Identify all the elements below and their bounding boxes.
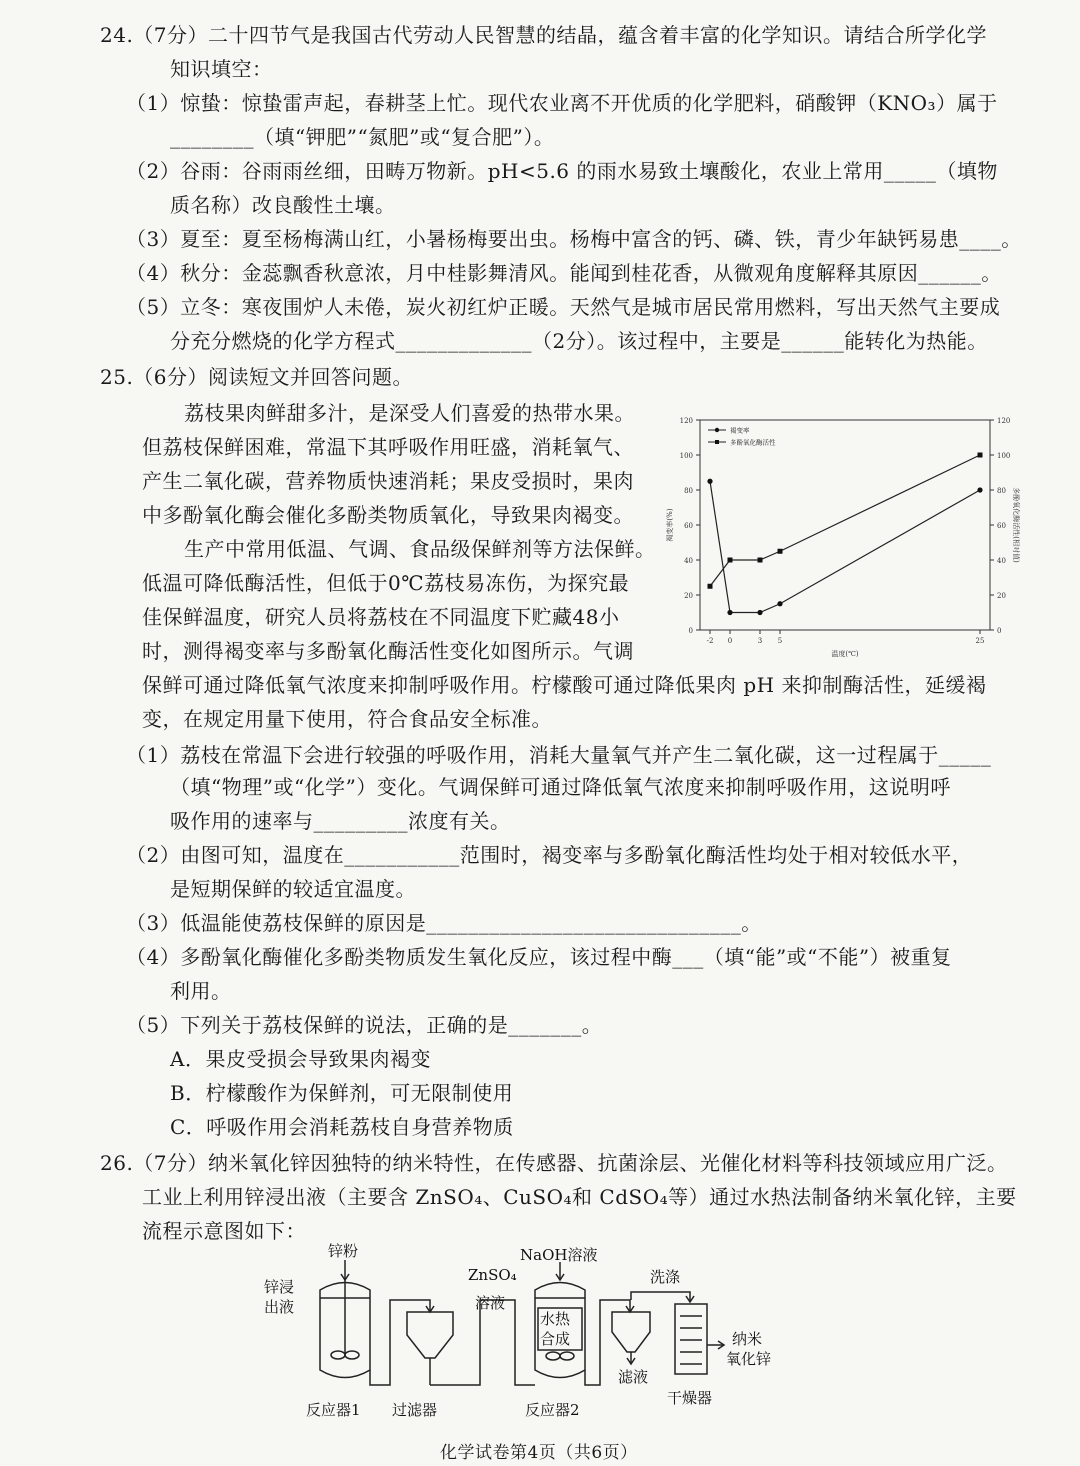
q24-item1-cont: ________（填“钾肥”“氮肥”或“复合肥”）。 — [170, 125, 555, 149]
q24-item3: （3）夏至：夏至杨梅满山红，小暑杨梅要出虫。杨梅中富含的钙、磷、铁，青少年缺钙易患____。 — [126, 227, 1022, 251]
legend-label-0: 褐变率 — [730, 426, 750, 435]
y-tick-label-4: 80 — [684, 487, 693, 495]
process-flow-diagram — [250, 1240, 810, 1430]
q24-item2: （2）谷雨：谷雨雨丝细，田畴万物新。pH<5.6 的雨水易致土壤酸化，农业上常用_____（填物 — [126, 159, 998, 183]
label-leach-2: 出液 — [264, 1298, 295, 1316]
series-0-point-1 — [727, 610, 732, 615]
q25-text-4: 中多酚氧化酶会催化多酚类物质氧化，导致果肉褐变。 — [142, 503, 634, 527]
x-tick-label-3: 5 — [777, 637, 783, 645]
q25-option-b: B．柠檬酸作为保鲜剂，可无限制使用 — [170, 1081, 514, 1105]
series-0-point-3 — [777, 601, 782, 606]
q25-option-a: A．果皮受损会导致果肉褐变 — [170, 1047, 431, 1071]
y-axis-label: 褐变率(%) — [666, 508, 674, 542]
y2-tick-label-5: 100 — [997, 452, 1011, 460]
browning-chart — [650, 405, 1020, 665]
q25-text-5: 生产中常用低温、气调、食品级保鲜剂等方法保鲜。 — [184, 537, 656, 561]
label-filter: 过滤器 — [392, 1401, 438, 1419]
q24-head: 24.（7分）二十四节气是我国古代劳动人民智慧的结晶，蕴含着丰富的化学知识。请结合所学化学 — [100, 23, 988, 47]
q25-text-7: 佳保鲜温度，研究人员将荔枝在不同温度下贮藏48小 — [142, 605, 620, 629]
label-filtrate: 滤液 — [618, 1368, 649, 1386]
q25-text-6: 低温可降低酶活性，但低于0℃荔枝易冻伤，为探究最 — [142, 571, 630, 595]
q24-head-cont: 知识填空： — [170, 57, 273, 81]
label-dryer: 干燥器 — [667, 1389, 713, 1407]
y2-tick-label-6: 120 — [997, 417, 1011, 425]
y2-tick-label-2: 40 — [997, 557, 1006, 565]
q26-head: 26.（7分）纳米氧化锌因独特的纳米特性，在传感器、抗菌涂层、光催化材料等科技领域应用广泛。 — [100, 1151, 1008, 1175]
q24-item5-cont: 分充分燃烧的化学方程式_____________（2分）。该过程中，主要是______能转化为热能。 — [170, 329, 988, 353]
label-hydro-2: 合成 — [540, 1330, 571, 1348]
series-1-point-4 — [978, 453, 983, 458]
series-0-point-2 — [757, 610, 762, 615]
series-line-0 — [710, 481, 980, 612]
x-tick-label-1: 0 — [727, 637, 733, 645]
q25-text-1: 荔枝果肉鲜甜多汁，是深受人们喜爱的热带水果。 — [184, 401, 635, 425]
q25-item2: （2）由图可知，温度在___________范围时，褐变率与多酚氧化酶活性均处于相对较低水平， — [126, 843, 973, 867]
y-tick-label-6: 120 — [679, 417, 693, 425]
q24-item2-cont: 质名称）改良酸性土壤。 — [170, 193, 396, 217]
label-zinc-powder: 锌粉 — [328, 1242, 359, 1260]
q25-text-2: 但荔枝保鲜困难，常温下其呼吸作用旺盛，消耗氧气、 — [142, 435, 634, 459]
legend-marker-1 — [715, 440, 719, 444]
q25-item1: （1）荔枝在常温下会进行较强的呼吸作用，消耗大量氧气并产生二氧化碳，这一过程属于_____ — [126, 743, 992, 767]
q26-line2: 工业上利用锌浸出液（主要含 ZnSO₄、CuSO₄和 CdSO₄等）通过水热法制备纳米氧化锌，主要 — [142, 1185, 1017, 1209]
legend-marker-0 — [715, 428, 719, 432]
q25-option-c: C．呼吸作用会消耗荔枝自身营养物质 — [170, 1115, 514, 1139]
label-hydro-1: 水热 — [540, 1310, 571, 1328]
y2-tick-label-3: 60 — [997, 522, 1006, 530]
label-znso4: ZnSO₄ — [468, 1266, 517, 1284]
y-tick-label-2: 40 — [684, 557, 693, 565]
q24-item4: （4）秋分：金蕊飘香秋意浓，月中桂影舞清风。能闻到桂花香，从微观角度解释其原因______。 — [126, 261, 1002, 285]
label-nano-1: 纳米 — [732, 1330, 763, 1348]
q24-item5: （5）立冬：寒夜围炉人未倦，炭火初红炉正暖。天然气是城市居民常用燃料，写出天然气主要成 — [126, 295, 1001, 319]
y2-tick-label-4: 80 — [997, 487, 1006, 495]
x-tick-label-4: 25 — [975, 637, 985, 645]
series-1-point-1 — [728, 558, 733, 563]
q25-item2-cont: 是短期保鲜的较适宜温度。 — [170, 877, 416, 901]
q25-item4: （4）多酚氧化酶催化多酚类物质发生氧化反应，该过程中酶___（填“能”或“不能”）被重复 — [126, 945, 952, 969]
q26-line3: 流程示意图如下： — [142, 1219, 306, 1243]
filter1-funnel — [407, 1312, 453, 1358]
q25-item5: （5）下列关于荔枝保鲜的说法，正确的是_______。 — [126, 1013, 603, 1037]
filter2-funnel — [612, 1312, 650, 1352]
label-solution: 溶液 — [475, 1294, 506, 1312]
x-tick-label-0: -2 — [706, 637, 714, 645]
page-footer: 化学试卷第4页（共6页） — [440, 1443, 638, 1463]
q25-text-10: 变，在规定用量下使用，符合食品安全标准。 — [142, 707, 552, 731]
y-tick-label-3: 60 — [684, 522, 693, 530]
y-tick-label-1: 20 — [684, 592, 693, 600]
legend-label-1: 多酚氧化酶活性 — [730, 438, 776, 447]
q25-item1-cont2: 吸作用的速率与_________浓度有关。 — [170, 809, 511, 833]
q25-text-3: 产生二氧化碳，营养物质快速消耗；果皮受损时，果肉 — [142, 469, 634, 493]
q25-head: 25.（6分）阅读短文并回答问题。 — [100, 365, 414, 389]
chart-frame — [700, 420, 990, 630]
label-reactor1: 反应器1 — [306, 1401, 361, 1419]
y2-tick-label-0: 0 — [997, 627, 1002, 635]
y2-tick-label-1: 20 — [997, 592, 1006, 600]
q25-text-8: 时，测得褐变率与多酚氧化酶活性变化如图所示。气调 — [142, 639, 634, 663]
series-0-point-0 — [707, 479, 712, 484]
x-tick-label-2: 3 — [757, 637, 763, 645]
y-tick-label-5: 100 — [679, 452, 693, 460]
q25-item4-cont: 利用。 — [170, 979, 232, 1003]
q25-item1-cont: （填“物理”或“化学”）变化。气调保鲜可通过降低氧气浓度来抑制呼吸作用，这说明呼 — [170, 775, 951, 799]
y-tick-label-0: 0 — [688, 627, 693, 635]
q24-item1: （1）惊蛰：惊蛰雷声起，春耕茎上忙。现代农业离不开优质的化学肥料，硝酸钾（KNO₃）属于 — [126, 91, 998, 115]
label-wash: 洗涤 — [650, 1268, 681, 1286]
label-nano-2: 氧化锌 — [726, 1350, 772, 1368]
series-0-point-4 — [977, 487, 982, 492]
series-1-point-3 — [778, 549, 783, 554]
label-reactor2: 反应器2 — [525, 1401, 580, 1419]
label-leach-1: 锌浸 — [264, 1278, 295, 1296]
q25-item3: （3）低温能使荔枝保鲜的原因是______________________________。 — [126, 911, 762, 935]
label-naoh: NaOH溶液 — [520, 1246, 598, 1264]
q25-text-9: 保鲜可通过降低氧气浓度来抑制呼吸作用。柠檬酸可通过降低果肉 pH 来抑制酶活性，延缓褐 — [142, 673, 987, 697]
y2-axis-label: 多酚氧化酶活性(相对值) — [1012, 487, 1020, 563]
series-1-point-2 — [758, 558, 763, 563]
x-axis-label: 温度(℃) — [831, 650, 859, 658]
series-1-point-0 — [708, 584, 713, 589]
